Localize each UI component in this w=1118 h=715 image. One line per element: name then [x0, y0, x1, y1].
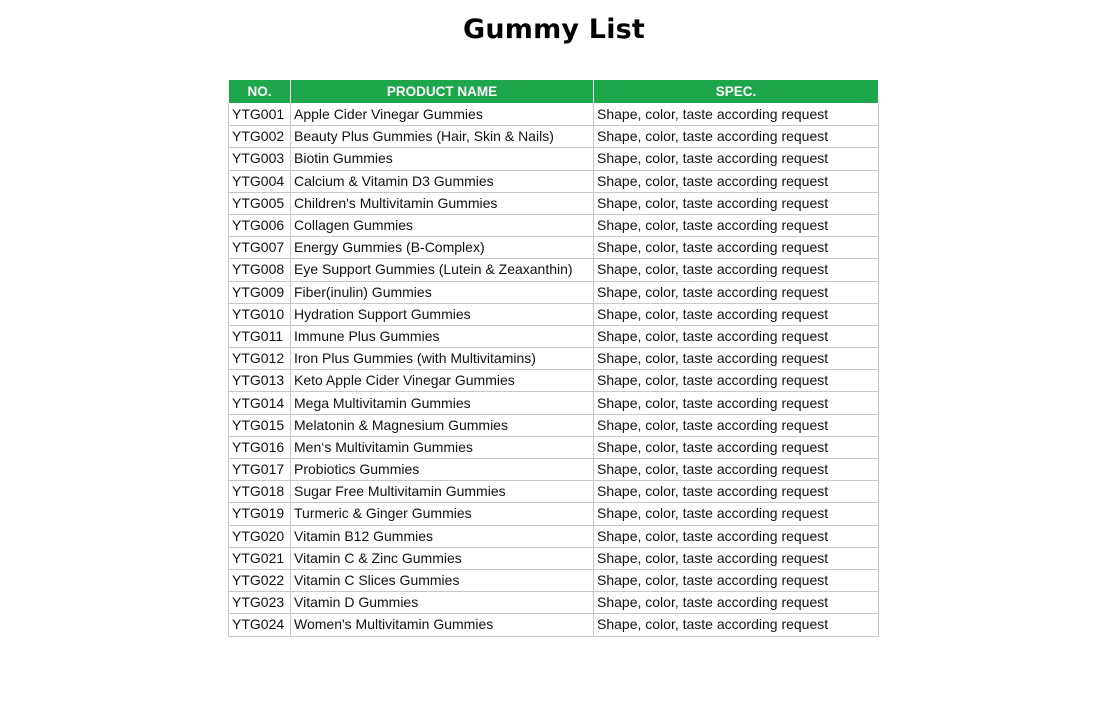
cell-spec: Shape, color, taste according request: [594, 569, 879, 591]
cell-spec: Shape, color, taste according request: [594, 436, 879, 458]
cell-no: YTG011: [229, 325, 291, 347]
cell-no: YTG005: [229, 192, 291, 214]
cell-no: YTG017: [229, 459, 291, 481]
table-row: [229, 126, 879, 148]
table-row: [229, 237, 879, 259]
cell-product-name: Iron Plus Gummies (with Multivitamins): [291, 348, 594, 370]
cell-product-name: Beauty Plus Gummies (Hair, Skin & Nails): [291, 126, 594, 148]
cell-product-name: Probiotics Gummies: [291, 459, 594, 481]
cell-product-name: Mega Multivitamin Gummies: [291, 392, 594, 414]
cell-product-name: Hydration Support Gummies: [291, 303, 594, 325]
cell-spec: Shape, color, taste according request: [594, 370, 879, 392]
cell-spec: Shape, color, taste according request: [594, 281, 879, 303]
table-header-row: [229, 80, 879, 104]
cell-no: YTG002: [229, 126, 291, 148]
cell-product-name: Biotin Gummies: [291, 148, 594, 170]
cell-spec: Shape, color, taste according request: [594, 525, 879, 547]
cell-no: YTG007: [229, 237, 291, 259]
header-product-name: PRODUCT NAME: [291, 80, 594, 104]
cell-spec: Shape, color, taste according request: [594, 325, 879, 347]
cell-no: YTG018: [229, 481, 291, 503]
cell-spec: Shape, color, taste according request: [594, 503, 879, 525]
cell-spec: Shape, color, taste according request: [594, 459, 879, 481]
table-row: [229, 348, 879, 370]
table-body: [229, 104, 879, 637]
cell-spec: Shape, color, taste according request: [594, 237, 879, 259]
cell-spec: Shape, color, taste according request: [594, 392, 879, 414]
cell-spec: Shape, color, taste according request: [594, 592, 879, 614]
table-row: [229, 503, 879, 525]
cell-spec: Shape, color, taste according request: [594, 614, 879, 636]
cell-product-name: Energy Gummies (B-Complex): [291, 237, 594, 259]
cell-no: YTG015: [229, 414, 291, 436]
cell-product-name: Keto Apple Cider Vinegar Gummies: [291, 370, 594, 392]
cell-product-name: Vitamin D Gummies: [291, 592, 594, 614]
cell-product-name: Women's Multivitamin Gummies: [291, 614, 594, 636]
cell-spec: Shape, color, taste according request: [594, 126, 879, 148]
table-row: [229, 614, 879, 636]
cell-no: YTG014: [229, 392, 291, 414]
cell-no: YTG012: [229, 348, 291, 370]
cell-product-name: Immune Plus Gummies: [291, 325, 594, 347]
cell-no: YTG013: [229, 370, 291, 392]
cell-product-name: Fiber(inulin) Gummies: [291, 281, 594, 303]
cell-product-name: Sugar Free Multivitamin Gummies: [291, 481, 594, 503]
cell-spec: Shape, color, taste according request: [594, 414, 879, 436]
cell-no: YTG019: [229, 503, 291, 525]
cell-spec: Shape, color, taste according request: [594, 104, 879, 126]
cell-spec: Shape, color, taste according request: [594, 170, 879, 192]
cell-no: YTG008: [229, 259, 291, 281]
cell-no: YTG024: [229, 614, 291, 636]
table-row: [229, 547, 879, 569]
table-row: [229, 148, 879, 170]
cell-product-name: Vitamin B12 Gummies: [291, 525, 594, 547]
cell-spec: Shape, color, taste according request: [594, 214, 879, 236]
table-row: [229, 325, 879, 347]
table-row: [229, 192, 879, 214]
table-row: [229, 459, 879, 481]
table-row: [229, 592, 879, 614]
cell-spec: Shape, color, taste according request: [594, 303, 879, 325]
table-row: [229, 104, 879, 126]
cell-spec: Shape, color, taste according request: [594, 259, 879, 281]
cell-product-name: Turmeric & Ginger Gummies: [291, 503, 594, 525]
header-spec: SPEC.: [594, 80, 879, 104]
cell-product-name: Vitamin C & Zinc Gummies: [291, 547, 594, 569]
table-row: [229, 569, 879, 591]
page-title: Gummy List: [462, 14, 646, 45]
table-row: [229, 281, 879, 303]
cell-no: YTG009: [229, 281, 291, 303]
table-row: [229, 214, 879, 236]
cell-no: YTG016: [229, 436, 291, 458]
cell-spec: Shape, color, taste according request: [594, 192, 879, 214]
cell-spec: Shape, color, taste according request: [594, 348, 879, 370]
gummy-list-table: [228, 79, 879, 637]
cell-no: YTG020: [229, 525, 291, 547]
table-row: [229, 525, 879, 547]
cell-spec: Shape, color, taste according request: [594, 481, 879, 503]
table-row: [229, 303, 879, 325]
cell-no: YTG021: [229, 547, 291, 569]
cell-no: YTG006: [229, 214, 291, 236]
header-no: NO.: [229, 80, 291, 104]
table-row: [229, 392, 879, 414]
cell-product-name: Collagen Gummies: [291, 214, 594, 236]
cell-product-name: Men‘s Multivitamin Gummies: [291, 436, 594, 458]
table-row: [229, 370, 879, 392]
table-row: [229, 414, 879, 436]
cell-spec: Shape, color, taste according request: [594, 547, 879, 569]
cell-no: YTG003: [229, 148, 291, 170]
cell-no: YTG023: [229, 592, 291, 614]
cell-product-name: Vitamin C Slices Gummies: [291, 569, 594, 591]
cell-spec: Shape, color, taste according request: [594, 148, 879, 170]
cell-product-name: Children's Multivitamin Gummies: [291, 192, 594, 214]
cell-no: YTG001: [229, 104, 291, 126]
table-row: [229, 436, 879, 458]
cell-product-name: Eye Support Gummies (Lutein & Zeaxanthin): [291, 259, 594, 281]
table-row: [229, 259, 879, 281]
cell-no: YTG004: [229, 170, 291, 192]
cell-no: YTG010: [229, 303, 291, 325]
cell-product-name: Apple Cider Vinegar Gummies: [291, 104, 594, 126]
cell-product-name: Melatonin & Magnesium Gummies: [291, 414, 594, 436]
cell-no: YTG022: [229, 569, 291, 591]
table-row: [229, 170, 879, 192]
table-row: [229, 481, 879, 503]
cell-product-name: Calcium & Vitamin D3 Gummies: [291, 170, 594, 192]
